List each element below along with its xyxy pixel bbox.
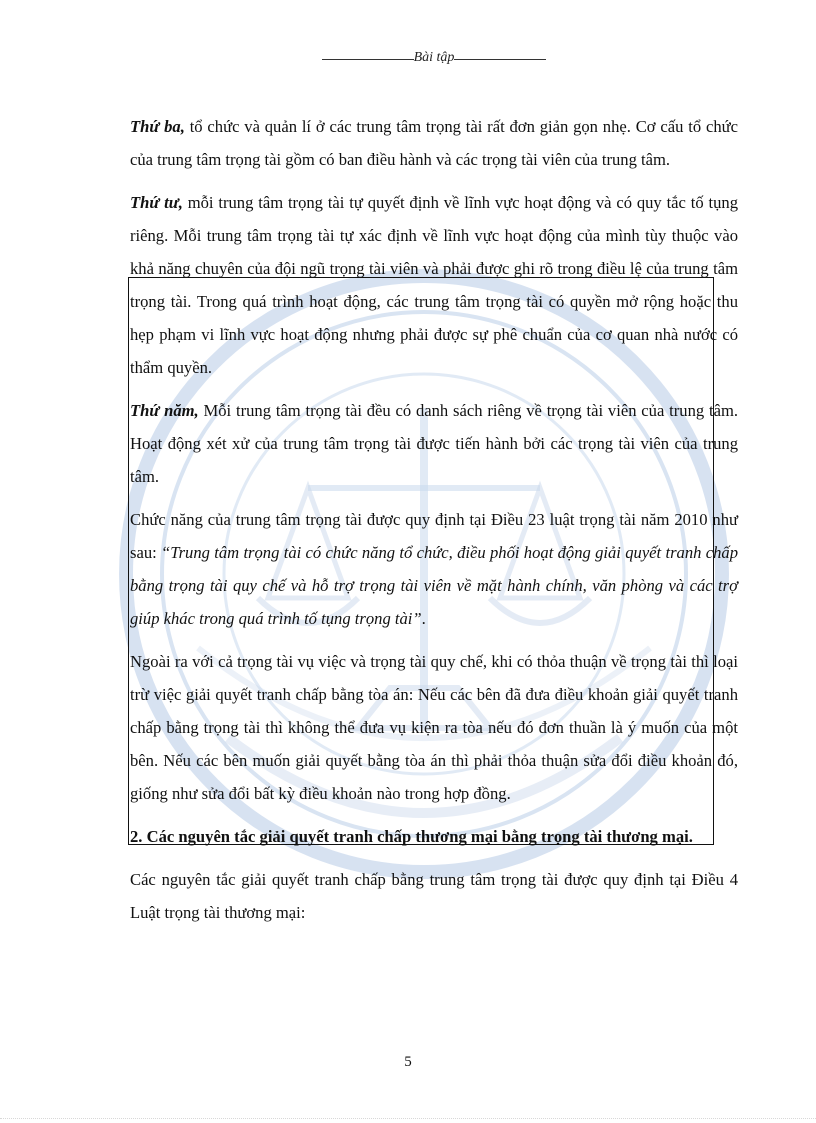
paragraph-thu-tu: Thứ tư, mỗi trung tâm trọng tài tự quyết định về lĩnh vực hoạt động và có quy tắc tố tụng riêng. Mỗi trung tâm trọng tài tự xác định về lĩnh vực hoạt động của mình tùy thuộc vào khả năng chuyên của đội ngũ trọng tài viên và phải được ghi rõ trong điều lệ của trung tâm trọng tài. Trong quá trình hoạt động, các trung tâm trọng tài có quyền mở rộng hoặc thu hẹp phạm vi lĩnh vực hoạt động nhưng phải được sự phê chuẩn của cơ quan nhà nước có thẩm quyền. [130, 193, 739, 377]
legal-quote: “Trung tâm trọng tài có chức năng tổ chức, điều phối hoạt động giải quyết tranh chấp bằng trọng tài quy chế và hỗ trợ trọng tài viên về mặt hành chính, văn phòng và các trợ giúp khác trong quá trình tố tụng trọng tài” [130, 543, 738, 628]
paragraph-nguyen-tac: Các nguyên tắc giải quyết tranh chấp bằng trung tâm trọng tài được quy định tại Điều 4 Luật trọng tài thương mại: [130, 870, 738, 922]
header-rule-right [454, 58, 546, 60]
paragraph-ngoai-ra: Ngoài ra với cả trọng tài vụ việc và trọng tài quy chế, khi có thỏa thuận về trọng tài thì loại trừ việc giải quyết tranh chấp bằng tòa án: Nếu các bên đã đưa điều khoản giải quyết tranh chấp bằng trọng tài thì không thể đưa vụ kiện ra tòa nếu đó đơn thuần là ý muốn của một bên. Nếu các bên muốn giải quyết bằng tòa án thì phải thỏa thuận sửa đổi điều khoản đó, giống như sửa đổi bất kỳ điều khoản nào trong hợp đồng. [130, 652, 738, 803]
page-header [318, 50, 550, 66]
paragraph-thu-nam: Thứ năm, Mỗi trung tâm trọng tài đều có danh sách riêng về trọng tài viên của trung tâm. Hoạt động xét xử của trung tâm trọng tài được tiến hành bởi các trọng tài viên của trung tâm. [130, 401, 738, 486]
footer-divider [0, 1118, 816, 1120]
paragraph-thu-ba: Thứ ba, tổ chức và quản lí ở các trung tâm trọng tài rất đơn giản gọn nhẹ. Cơ cấu tổ chức của trung tâm trọng tài gồm có ban điều hành và các trọng tài viên của trung tâm. [130, 117, 738, 169]
section-heading: 2. Các nguyên tắc giải quyết tranh chấp thương mại bằng trọng tài thương mại. [130, 827, 693, 846]
paragraph-chuc-nang: Chức năng của trung tâm trọng tài được quy định tại Điều 23 luật trọng tài năm 2010 như sau: “Trung tâm trọng tài có chức năng tổ chức, điều phối hoạt động giải quyết tranh chấp bằng trọng tài quy chế và hỗ trợ trọng tài viên về mặt hành chính, văn phòng và các trợ giúp khác trong quá trình tố tụng trọng tài”. [130, 510, 738, 628]
page-number: 5 [404, 1054, 412, 1070]
header-rule-left [322, 58, 414, 60]
document-body [130, 110, 738, 939]
header-title: Bài tập [413, 50, 455, 65]
